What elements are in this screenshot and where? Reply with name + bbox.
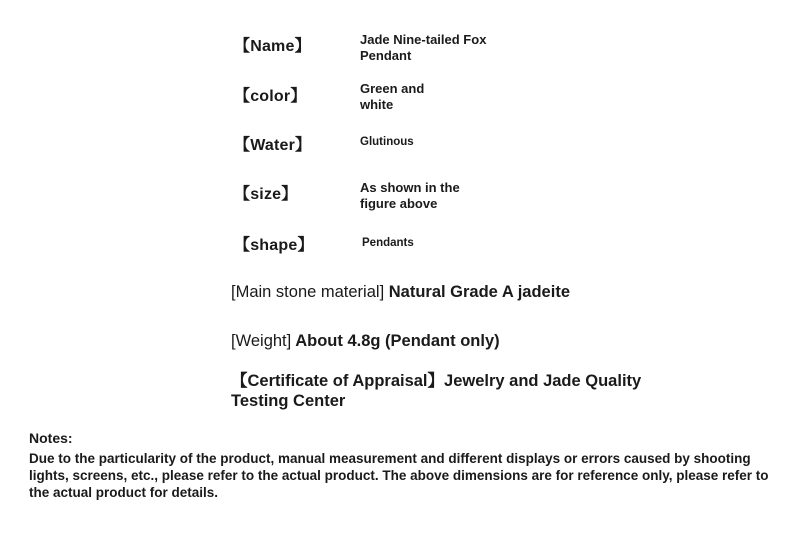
spec-value-size-line2: figure above xyxy=(360,196,438,211)
spec-label-water: 【Water】 xyxy=(234,137,312,154)
spec-label-size: 【size】 xyxy=(234,186,298,203)
weight-label: [Weight] xyxy=(231,332,292,350)
material-value: Natural Grade A jadeite xyxy=(384,283,570,301)
certificate-value: Jewelry and Jade Quality Testing Center xyxy=(231,372,642,410)
spec-value-water-line1: Glutinous xyxy=(360,136,414,148)
spec-value-size-line1: As shown in the xyxy=(360,180,460,195)
notes-body: Due to the particularity of the product, manual measurement and different displays or errors caused by shooting lights, screens, etc., please refer to the actual product. The above dimensions are for reference only, please refer to the actual product for details. xyxy=(29,451,769,500)
spec-label-color: 【color】 xyxy=(234,88,307,105)
material-label: [Main stone material] xyxy=(231,283,385,301)
spec-label-name: 【Name】 xyxy=(234,38,311,55)
spec-value-color-line2: white xyxy=(360,97,394,112)
material-line xyxy=(231,282,570,302)
spec-value-color-line1: Green and xyxy=(360,81,425,96)
notes-title: Notes: xyxy=(29,430,73,446)
spec-value-name-line1: Jade Nine-tailed Fox xyxy=(360,32,487,47)
certificate-label: 【Certificate of Appraisal】 xyxy=(231,372,445,390)
weight-line xyxy=(231,331,500,351)
spec-label-shape: 【shape】 xyxy=(234,237,314,254)
certificate-block xyxy=(231,371,671,411)
spec-value-size xyxy=(360,180,510,212)
spec-value-name-line2: Pendant xyxy=(360,48,412,63)
weight-value: About 4.8g (Pendant only) xyxy=(291,332,500,350)
spec-value-shape-line1: Pendants xyxy=(362,237,414,249)
spec-value-shape xyxy=(362,235,512,251)
spec-value-color xyxy=(360,81,510,113)
spec-value-water xyxy=(360,134,510,150)
spec-value-name xyxy=(360,32,510,64)
